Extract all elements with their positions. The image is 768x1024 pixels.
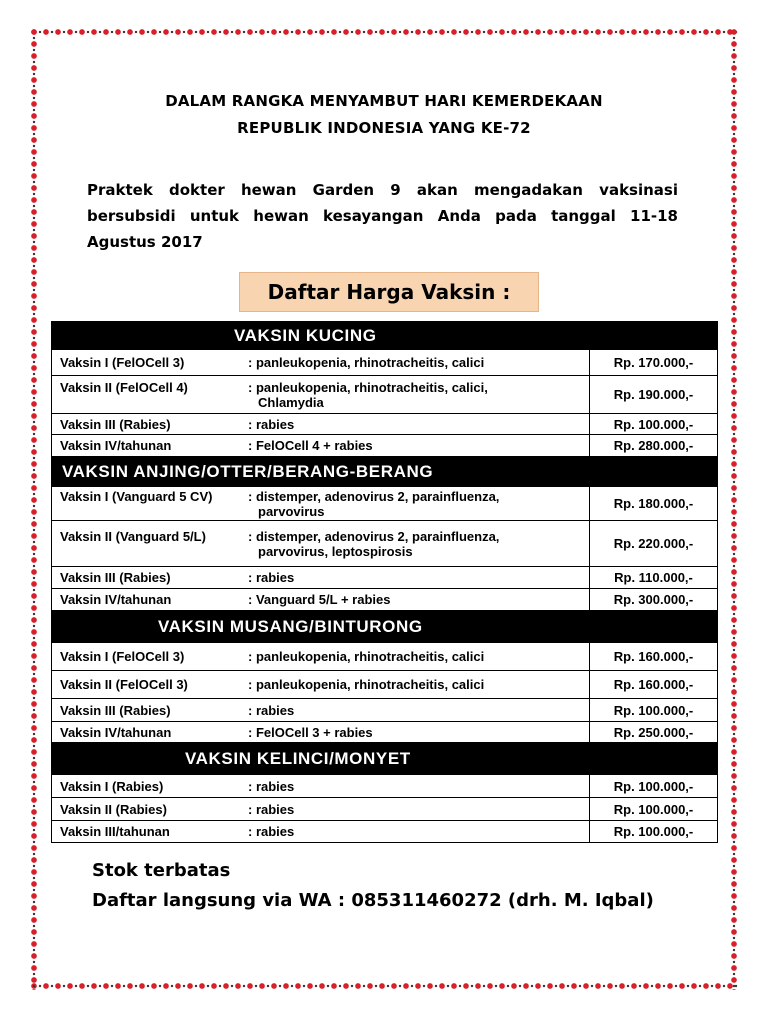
table-row: [52, 699, 718, 722]
vaccine-description: [248, 779, 578, 794]
table-row: [52, 798, 718, 821]
vaccine-description-line: : rabies: [248, 824, 295, 839]
vaccine-description-line: : rabies: [248, 778, 295, 794]
vaccine-price: Rp. 180.000,-: [590, 487, 718, 521]
vaccine-price: Rp. 100.000,-: [590, 414, 718, 435]
vaccine-description-line: : panleukopenia, rhinotracheitis, calici: [248, 649, 485, 664]
table-row: [52, 414, 718, 435]
vaccine-info-cell: [52, 435, 590, 457]
table-row: [52, 775, 718, 798]
table-row: [52, 567, 718, 589]
vaccine-description-line: : panleukopenia, rhinotracheitis, calici: [248, 677, 485, 692]
vaccine-price: Rp. 160.000,-: [590, 671, 718, 699]
section-header: [52, 457, 718, 487]
vaccine-description: [248, 417, 578, 432]
vaccine-description: [248, 489, 578, 519]
table-row: [52, 376, 718, 414]
section-header: [52, 611, 718, 643]
vaccine-name: Vaksin IV/tahunan: [60, 592, 172, 607]
vaccine-description: [248, 677, 578, 692]
vaccine-description-line: : distemper, adenovirus 2, parainfluenza,: [248, 528, 500, 544]
vaccine-name: Vaksin I (FelOCell 3): [60, 355, 185, 370]
vaccine-description-line: : panleukopenia, rhinotracheitis, calici,: [248, 379, 488, 395]
section-label: VAKSIN ANJING/OTTER/BERANG-BERANG: [62, 461, 434, 481]
vaccine-name: Vaksin III (Rabies): [60, 416, 171, 432]
vaccine-info-cell: [52, 487, 590, 521]
vaccine-info-cell: [52, 798, 590, 821]
stock-note: Stok terbatas: [92, 860, 231, 881]
vaccine-description: [248, 649, 578, 664]
table-row: [52, 821, 718, 843]
vaccine-name: Vaksin II (Rabies): [60, 801, 167, 817]
vaccine-price: Rp. 220.000,-: [590, 521, 718, 567]
vaccine-info-cell: [52, 643, 590, 671]
vaccine-description: [248, 725, 578, 740]
vaccine-info-cell: [52, 699, 590, 722]
vaccine-info-cell: [52, 521, 590, 567]
vaccine-description: [248, 824, 578, 839]
border-top: [30, 28, 738, 36]
vaccine-description-line: : FelOCell 3 + rabies: [248, 724, 373, 740]
border-bottom: [30, 982, 738, 990]
vaccine-description-line: : rabies: [248, 416, 295, 432]
section-header-cell: [52, 611, 718, 643]
vaccine-price: Rp. 300.000,-: [590, 589, 718, 611]
vaccine-description-line: : panleukopenia, rhinotracheitis, calici: [248, 355, 485, 370]
vaccine-name: Vaksin IV/tahunan: [60, 438, 172, 453]
vaccine-description: [248, 570, 578, 585]
vaccine-description-line: : distemper, adenovirus 2, parainfluenza,: [248, 488, 500, 504]
vaccine-info-cell: [52, 350, 590, 376]
table-row: [52, 671, 718, 699]
vaccine-description: [248, 380, 578, 410]
vaccine-price: Rp. 100.000,-: [590, 699, 718, 722]
vaccine-name: Vaksin III (Rabies): [60, 570, 171, 585]
table-row: [52, 589, 718, 611]
table-row: [52, 643, 718, 671]
vaccine-name: Vaksin IV/tahunan: [60, 724, 172, 740]
vaccine-price: Rp. 170.000,-: [590, 350, 718, 376]
vaccine-info-cell: [52, 567, 590, 589]
vaccine-description-line-2: parvovirus: [258, 503, 325, 519]
vaccine-name: Vaksin II (FelOCell 3): [60, 677, 188, 692]
vaccine-name: Vaksin I (Vanguard 5 CV): [60, 488, 213, 504]
intro-paragraph: Praktek dokter hewan Garden 9 akan mengadakan vaksinasi bersubsidi untuk hewan kesayangan Anda pada tanggal 11-18 Agustus 2017: [87, 181, 678, 251]
vaccine-info-cell: [52, 722, 590, 743]
table-row: [52, 487, 718, 521]
vaccine-description-line: : Vanguard 5/L + rabies: [248, 592, 391, 607]
vaccine-name: Vaksin I (FelOCell 3): [60, 649, 185, 664]
vaccine-price: Rp. 100.000,-: [590, 821, 718, 843]
vaccine-name: Vaksin III/tahunan: [60, 824, 170, 839]
vaccine-description: [248, 529, 578, 559]
vaccine-price: Rp. 280.000,-: [590, 435, 718, 457]
section-header-cell: [52, 322, 718, 350]
vaccine-description-line: : rabies: [248, 801, 295, 817]
vaccine-description-line-2: parvovirus, leptospirosis: [258, 543, 413, 559]
vaccine-description: [248, 592, 578, 607]
section-header: [52, 743, 718, 775]
section-header-cell: [52, 457, 718, 487]
vaccine-description-line-2: Chlamydia: [258, 394, 324, 410]
header-line-2: REPUBLIK INDONESIA YANG KE-72: [237, 119, 531, 137]
vaccine-info-cell: [52, 821, 590, 843]
vaccine-price: Rp. 100.000,-: [590, 775, 718, 798]
table-row: [52, 435, 718, 457]
vaccine-price: Rp. 250.000,-: [590, 722, 718, 743]
section-label: VAKSIN MUSANG/BINTURONG: [158, 616, 423, 636]
section-label: VAKSIN KELINCI/MONYET: [185, 748, 411, 768]
vaccine-info-cell: [52, 376, 590, 414]
price-list-title: Daftar Harga Vaksin :: [239, 272, 539, 312]
section-header-cell: [52, 743, 718, 775]
vaccine-price: Rp. 190.000,-: [590, 376, 718, 414]
vaccine-description: [248, 355, 578, 370]
table-row: [52, 722, 718, 743]
vaccine-name: Vaksin III (Rabies): [60, 702, 171, 718]
vaccine-name: Vaksin II (FelOCell 4): [60, 379, 188, 395]
vaccine-price: Rp. 160.000,-: [590, 643, 718, 671]
border-right: [730, 28, 738, 990]
vaccine-info-cell: [52, 414, 590, 435]
vaccine-description: [248, 703, 578, 718]
vaccine-price: Rp. 110.000,-: [590, 567, 718, 589]
header-line-1: DALAM RANGKA MENYAMBUT HARI KEMERDEKAAN: [165, 92, 603, 110]
contact-info: Daftar langsung via WA : 085311460272 (drh. M. Iqbal): [92, 890, 654, 911]
vaccine-description-line: : rabies: [248, 702, 295, 718]
vaccine-name: Vaksin II (Vanguard 5/L): [60, 528, 206, 544]
section-header: [52, 322, 718, 350]
section-label: VAKSIN KUCING: [234, 325, 377, 345]
vaccine-info-cell: [52, 589, 590, 611]
vaccine-description: [248, 802, 578, 817]
vaccine-price: Rp. 100.000,-: [590, 798, 718, 821]
border-left: [30, 28, 38, 990]
table-row: [52, 350, 718, 376]
vaccine-info-cell: [52, 775, 590, 798]
vaccine-description: [248, 438, 578, 453]
vaccine-info-cell: [52, 671, 590, 699]
vaccine-price-table: [51, 321, 718, 843]
vaccine-name: Vaksin I (Rabies): [60, 778, 164, 794]
table-row: [52, 521, 718, 567]
vaccine-description-line: : rabies: [248, 570, 295, 585]
vaccine-description-line: : FelOCell 4 + rabies: [248, 438, 373, 453]
